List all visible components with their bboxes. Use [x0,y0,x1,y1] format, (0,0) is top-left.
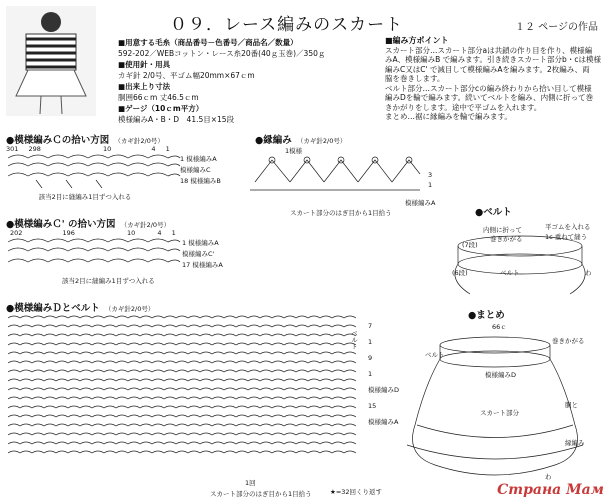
edge-note: スカート部分のはぎ目から1目拾う [290,209,392,217]
points-line-3: 編みC又はC' で減目して模様編みAを編みます。2枚編み、両 [385,64,590,74]
size-line: 胴囲66ｃm 丈46.5ｃm [118,93,199,102]
c-num-5: 1 [165,145,170,153]
chart-d-row [8,406,356,408]
materials-heading: ■用意する毛糸（商品番号－色番号／商品名／数量） [118,38,298,47]
c-row-labels [180,154,221,187]
section-cp-heading: ●模様編みＣ' の拾い方図 [6,219,116,230]
site-watermark: Страна Мам [497,482,604,498]
size-heading: ■出来上り寸法 [118,82,171,91]
edge-row-3: 3 [428,171,433,179]
materials-line: 592-202／WEBコットン・レース糸20番(40ｇ玉巻)／350ｇ [118,49,326,58]
tools-line: カギ針 2/0号、平ゴム幅20mm×67ｃm [118,71,255,80]
cp-row-1: 1 模様編みA [182,239,219,247]
section-d-heading: ●模様編みＤとベルト [6,303,100,314]
section-belt-heading: ●ベルト [475,207,512,218]
section-finish-heading: ●まとめ [468,310,505,321]
belt-label-belt: ベルト [500,269,520,277]
chart-d-diagram [6,312,366,472]
chart-d-row [8,352,356,354]
chart-d-row [8,424,356,426]
section-c-hook: （カギ針2/0号） [114,137,164,145]
d-bottom-note: スカート部分のはぎ目から1目拾う [210,490,312,498]
chart-d-row [8,325,356,327]
chart-cp-diagram [6,236,182,276]
section-edge-heading: ●縁編み [255,135,292,146]
finish-label-loop: わ [545,473,552,481]
belt-label-loop: わ [585,269,592,277]
chart-d-row [8,361,356,363]
points-line-8: まとめ…裾に縁編みを輪で編みます。 [385,112,512,121]
points-line-6: 編みDを輪で編みます。続いてベルトを編み、内側に折って巻 [385,93,594,102]
finish-label-skirt: スカート部分 [480,409,519,417]
chart-d-row [8,388,356,390]
d-side-belt: ベルト [350,330,358,350]
c-num-2: 298 [28,145,41,153]
cp-row-2: 模様編みC' [182,250,215,258]
d-row-15: 15 [368,402,377,410]
section-c-heading: ●模様編みＣの拾い方図 [6,135,110,146]
c-num-1: 301 [6,145,19,153]
chart-d-row [8,379,356,381]
chart-d-row [8,433,356,435]
belt-label-6rows: (6段) [452,269,468,277]
page-title: ０９．レース編みのスカート [170,15,404,35]
belt-label-7rows: (7段) [462,241,478,249]
chart-c-diagram [6,152,182,192]
section-d-hook: （カギ針2/0号） [104,305,155,313]
chart-d-row [8,316,356,318]
chart-d-row [8,451,356,453]
finish-label-whip: 巻きかがる [552,337,585,345]
points-line-1: スカート部分…スカート部分aは共鎖の作り目を作り、模様編 [385,45,593,55]
c-num-4: 4 [151,145,156,153]
tools-heading: ■使用針・用具 [118,60,171,69]
finish-label-belt: ベルト [425,351,445,359]
d-row-1a: 1 [368,338,373,346]
c-row-1: 1 模様編みA [180,155,217,163]
page-reference: １２ ページの作品 [515,22,598,33]
finish-label-pattern-d: 模様編みD [485,371,517,379]
section-edge-hook: （カギ針2/0号） [296,137,347,145]
gauge-line: 模様編みA・B・D 41.5目×15段 [118,115,235,124]
c-note: 該当2目に縫編み1目ずつ入れる [30,193,132,201]
belt-label-overlap: 1c 重ねて縫う [545,233,588,241]
points-line-4: 脇を巻きします。 [385,74,445,83]
chart-d-row [8,343,356,345]
cp-num-1: 202 [10,229,23,237]
cp-num-5: 1 [171,229,176,237]
cp-row-3: 17 模様編みA [182,261,223,269]
cp-num-2: 196 [62,229,75,237]
finish-label-waist: 胴と [565,401,578,409]
d-row-pattern-d: 模様編みD [368,386,400,394]
d-legend: ★=32回くり返す [330,488,383,496]
points-heading: ■編み方ポイント [385,36,449,45]
cp-num-3: 10 [127,229,136,237]
model-photo-image [6,6,96,116]
cp-row-labels [182,238,223,271]
points-line-5: ベルト部分…スカート部分cの編み終わりから拾い目して模様 [385,83,592,93]
section-cp-hook: （カギ針2/0号） [120,221,171,229]
points-line-7: きかがりをします。途中で平ゴムを入れます。 [385,102,542,112]
edge-row-pattern-a: 模様編みA [405,199,436,207]
c-num-3: 10 [103,145,112,153]
chart-d-row [8,415,356,417]
points-line-2: みA、模様編みB で編みます。引き続きスカート部分b・cは模様 [385,55,601,64]
belt-label-whip: 巻きかがる [490,235,523,243]
chart-d-row [8,370,356,372]
edge-row-labels [428,170,432,190]
belt-label-fold: 内側に折って [483,226,522,234]
edge-diagram [250,152,425,202]
belt-label-elastic: 平ゴムを入れる [545,223,591,231]
c-row-2: 模様編みC [180,166,211,174]
d-row-pattern-a: 模様編みA [368,418,399,426]
d-row-7: 7 [368,322,373,330]
d-bottom-once: 1回 [245,479,256,487]
chart-d-row [8,442,356,444]
materials-block [118,37,378,125]
finish-label-edge: 縁編み [565,439,585,447]
finish-label-66: 66ｃ [492,323,507,331]
c-row-3: 18 模様編みB [180,177,221,185]
cp-note: 該当2目に縫編み1目ずつ入れる [62,277,155,285]
chart-d-row [8,334,356,336]
d-row-9: 9 [368,354,373,362]
knitting-points [385,36,605,122]
chart-d-row [8,397,356,399]
gauge-heading: ■ゲージ（10ｃm平方） [118,104,204,113]
d-row-1b: 1 [368,370,373,378]
edge-row-1: 1 [428,181,433,189]
section-edge-title [255,128,346,147]
edge-pattern-label: 1模様 [285,147,303,155]
cp-num-4: 4 [157,229,162,237]
model-photo [6,6,96,116]
